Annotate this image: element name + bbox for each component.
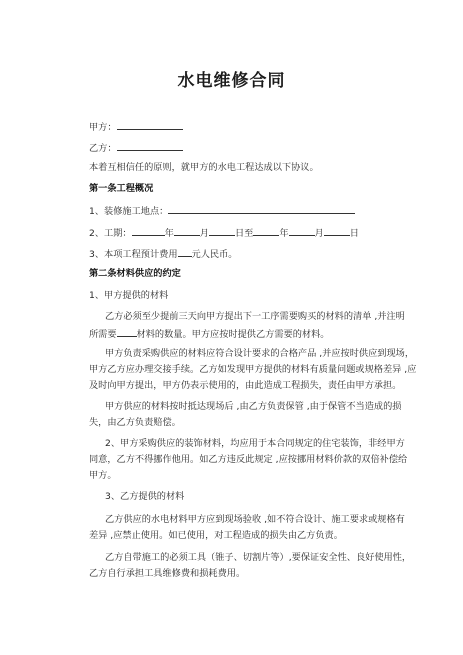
paragraph-2-line-3: 及时向甲方提出，甲方仍表示使用的，由此造成工程损失，责任由甲方承担。: [89, 380, 402, 391]
paragraph-4-line-2: 同意，乙方不得挪作他用。如乙方违反此规定 ,应按挪用材料价款的双倍补偿给: [89, 454, 408, 465]
start-month-label: 月: [199, 228, 209, 239]
party-a-blank: [117, 120, 183, 130]
paragraph-2-line-2: 甲方乙方应办理交接手续。乙方如发现甲方提供的材料有质量问题或规格差异 ,应: [89, 364, 417, 375]
section-1-heading: 第一条工程概况: [89, 183, 154, 194]
start-year-blank: [132, 226, 165, 236]
paragraph-3-line-2: 失，由乙方负责赔偿。: [89, 417, 181, 428]
section-2-heading: 第二条材料供应的约定: [89, 268, 181, 279]
subsection-b-materials: 3、乙方提供的材料: [105, 491, 185, 502]
period-line: [89, 226, 359, 240]
paragraph-4-line-1: 2、甲方采购供应的装饰材料，均应用于本合同规定的住宅装饰，非经甲方: [105, 438, 405, 449]
party-b-blank: [117, 141, 183, 151]
end-month-blank: [289, 226, 315, 236]
cost-line: [89, 247, 237, 261]
site-address-line: [89, 204, 355, 218]
party-a-label: 甲方：: [89, 122, 117, 133]
end-day-label: 日: [349, 228, 359, 239]
paragraph-6-line-1: 乙方自带施工的必须工具（锥子、切割片等）,要保证安全性、良好使用性，: [105, 552, 412, 563]
end-month-label: 月: [314, 228, 324, 239]
subsection-a-materials: 1、甲方提供的材料: [89, 290, 169, 301]
start-day-label: 日至: [234, 228, 254, 239]
paragraph-1-line-1: 乙方必须至少提前三天向甲方提出下一工序需要购买的材料的清单 ,并注明: [105, 311, 405, 322]
intro-text: 本着互相信任的原则，就甲方的水电工程达成以下协议。: [89, 162, 319, 173]
paragraph-5-line-1: 乙方供应的水电材料甲方应到现场验收 ,如不符合设计、施工要求或规格有: [105, 514, 405, 525]
paragraph-5-line-2: 差异 ,应禁止使用。如已使用，对工程造成的损失由乙方负责。: [89, 530, 343, 541]
paragraph-1-line-2-end: 材料的数量。甲方应按时提供乙方需要的材料。: [136, 329, 330, 340]
start-month-blank: [174, 226, 200, 236]
party-b-label: 乙方：: [89, 143, 117, 154]
paragraph-1-line-2: [89, 327, 330, 341]
end-year-blank: [253, 226, 279, 236]
cost-blank: [178, 247, 192, 257]
start-day-blank: [209, 226, 235, 236]
site-address-label: 1、装修施工地点：: [89, 206, 169, 217]
material-quantity-blank: [117, 327, 137, 337]
end-day-blank: [324, 226, 350, 236]
paragraph-6-line-2: 乙方自行承担工具维修费和损耗费用。: [89, 568, 246, 579]
paragraph-4-line-3: 甲方。: [89, 470, 117, 481]
paragraph-3-line-1: 甲方供应的材料按时抵达现场后 ,由乙方负责保管 ,由于保管不当造成的损: [105, 401, 402, 412]
cost-label: 3、本项工程预计费用: [89, 249, 178, 260]
end-year-label: 年: [279, 228, 289, 239]
paragraph-1-line-2-start: 所需要: [89, 329, 117, 340]
party-a-line: [89, 120, 183, 134]
cost-unit: 元人民币。: [191, 249, 238, 260]
paragraph-2-line-1: 甲方负责采购供应的材料应符合设计要求的合格产品 ,并应按时供应到现场，: [105, 348, 415, 359]
party-b-line: [89, 141, 183, 155]
start-year-label: 年: [164, 228, 174, 239]
site-address-blank: [168, 204, 355, 214]
period-label: 2、工期：: [89, 228, 132, 239]
document-title: 水电维修合同: [177, 71, 286, 91]
